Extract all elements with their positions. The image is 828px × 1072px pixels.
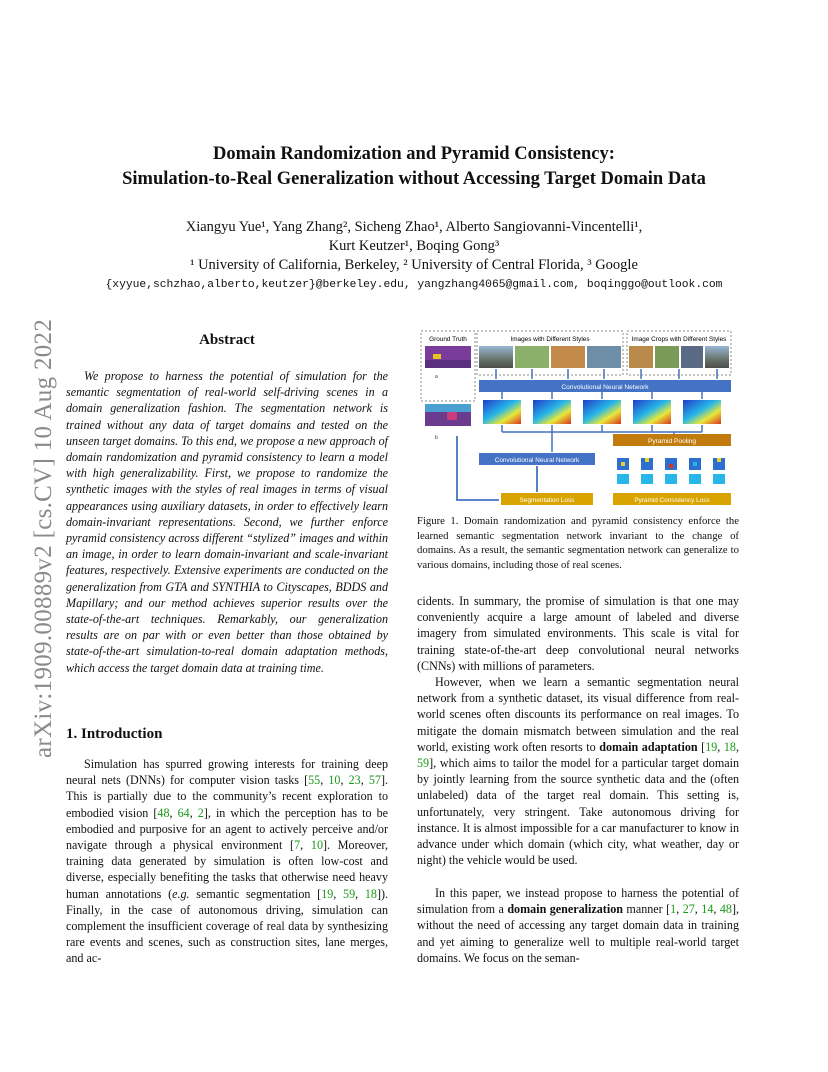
citation-link[interactable]: 27 — [682, 902, 695, 917]
segmentation-loss-label: Segmentation Loss — [519, 497, 575, 504]
arxiv-stamp-text: arXiv:1909.00889v2 [cs.CV] 10 Aug 2022 — [30, 318, 57, 758]
pyramid-consistency-loss-label: Pyramid Consistency Loss — [634, 497, 710, 504]
citation-link[interactable]: 57 — [368, 773, 381, 788]
paper-title — [60, 142, 768, 192]
citation-link[interactable]: 18 — [723, 739, 736, 754]
right-paragraph-2: However, when we learn a semantic segmentation neural network from a synthetic dataset, its visual difference from real-world scenes often discounts its performance on real images. To mitigate the domain mismatch between simulation and the real world, existing work often resorts to domain adaptation [19, 18, 59], which aims to tailor the model for a particular target domain by jointly learning from the source synthetic data and the (often unlabeled) data of the target real domain. This setting is, unfortunately, very stringent. Take autonomous driving for instance. It is almost impossible for a car manufacturer to know in advance under which domain (which city, what weather, day or night) the vehicle would be used. — [417, 675, 739, 868]
citation-link[interactable]: 14 — [701, 902, 714, 917]
abstract-heading: Abstract — [199, 332, 255, 348]
styled-images — [479, 346, 729, 368]
intro-heading: 1. Introduction — [66, 726, 163, 742]
citation-link[interactable]: 48 — [719, 902, 732, 917]
cnn-top-label: Convolutional Neural Network — [561, 384, 649, 391]
citation-link[interactable]: 48 — [157, 805, 170, 820]
citation-link[interactable]: 10 — [310, 838, 323, 853]
citation-link[interactable]: 64 — [177, 805, 190, 820]
authors-line-2: Kurt Keutzer¹, Boqing Gong³ — [328, 238, 500, 254]
pyramid-pooling-label: Pyramid Pooling — [647, 438, 697, 445]
crops-label: Image Crops with Different Styles — [631, 336, 727, 343]
affiliations: ¹ University of California, Berkeley, ² University of Central Florida, ³ Google — [190, 257, 638, 273]
citation-link[interactable]: 19 — [705, 739, 718, 754]
title-line-1: Domain Randomization and Pyramid Consistency: — [213, 144, 615, 164]
author-emails: {xyyue,schzhao,alberto,keutzer}@berkeley.edu, yangzhang4065@gmail.com, boqinggo@outlook.com — [105, 279, 723, 291]
styles-label: Images with Different Styles — [510, 336, 590, 343]
author-block — [60, 218, 768, 275]
figure-1-diagram — [417, 328, 739, 510]
citation-link[interactable]: 10 — [328, 773, 341, 788]
citation-link[interactable]: 7 — [294, 838, 301, 853]
title-line-2: Simulation-to-Real Generalization without Accessing Target Domain Data — [122, 169, 706, 189]
citation-link[interactable]: 19 — [321, 886, 334, 901]
figure-caption: Figure 1. Domain randomization and pyramid consistency enforce the learned semantic segmentation network invariant to the change of domains. As a result, the semantic segmentation network can generalize to various domains, including those of real scenes. — [417, 515, 739, 571]
citation-link[interactable]: 59 — [417, 756, 430, 771]
right-paragraph-3: In this paper, we instead propose to harness the potential of simulation from a domain generalization manner [1, 27, 14, 48], without the need of accessing any target domain data in training and yet aiming to generalize well to multiple real-world target domains. We focus on the seman- — [417, 886, 740, 965]
right-paragraph-1: cidents. In summary, the promise of simulation is that one may conveniently acquire a large amount of labeled and diverse imagery from simulated environments. This scale is vital for training state-of-the-art deep convolutional neural networks (CNNs) with millions of parameters. — [417, 594, 739, 673]
abstract-text: We propose to harness the potential of simulation for the semantic segmentation of real-world self-driving scenes in a domain generalization fashion. The segmentation network is trained without any data of target domains and tested on the unseen target domains. To this end, we propose a new approach of domain randomization and pyramid consistency to learn a model with high generalizability. First, we propose to randomize the synthetic images with the styles of real images in terms of visual appearances using auxiliary datasets, in order to effectively learn domain-invariant representations. Second, we further enforce pyramid consistency across different “stylized” images and within an image, in order to learn domain-invariant and scale-invariant features, respectively. Extensive experiments are conducted on the generalization from GTA and SYNTHIA to Cityscapes, BDDS and Mapillary; and our method achieves superior results over the state-of-the-art techniques. Remarkably, our generalization results are on par with or even better than those obtained by state-of-the-art simulation-to-real domain adaptation methods, which access the target domain data at training time. — [66, 369, 388, 675]
arxiv-stamp — [20, 280, 60, 760]
pooled-feature-tiles — [617, 458, 725, 484]
ground-truth-label: Ground Truth — [429, 336, 467, 343]
citation-link[interactable]: 2 — [197, 805, 204, 820]
authors-line-1: Xiangyu Yue¹, Yang Zhang², Sicheng Zhao¹, Alberto Sangiovanni-Vincentelli¹, — [185, 219, 643, 235]
intro-paragraph: Simulation has spurred growing interests for training deep neural nets (DNNs) for computer vision tasks [55, 10, 23, 57]. This is partially due to the community’s recent exploration to embodied vision [48, 64, 2], in which the perception has to be embodied and purposive for an agent to actively perceive and/or navigate through a physical environment [7, 10]. Moreover, training data generated by simulation is often low-cost and diverse, especially benefiting the tasks that otherwise need heavy human annotations (e.g. semantic segmentation [19, 59, 18]). Finally, in the case of autonomous driving, simulation can complement the insufficient coverage of real data by synthesizing rare events and scenes, such as construction sites, lane merges, and ac- — [66, 757, 389, 966]
prediction-heatmaps — [483, 400, 721, 424]
label-b: b — [435, 435, 438, 441]
citation-link[interactable]: 1 — [670, 902, 677, 917]
citation-link[interactable]: 18 — [364, 886, 377, 901]
cnn-middle-label: Convolutional Neural Network — [494, 457, 580, 464]
label-a: a — [435, 374, 438, 380]
citation-link[interactable]: 59 — [343, 886, 356, 901]
citation-link[interactable]: 23 — [348, 773, 361, 788]
citation-link[interactable]: 55 — [308, 773, 321, 788]
